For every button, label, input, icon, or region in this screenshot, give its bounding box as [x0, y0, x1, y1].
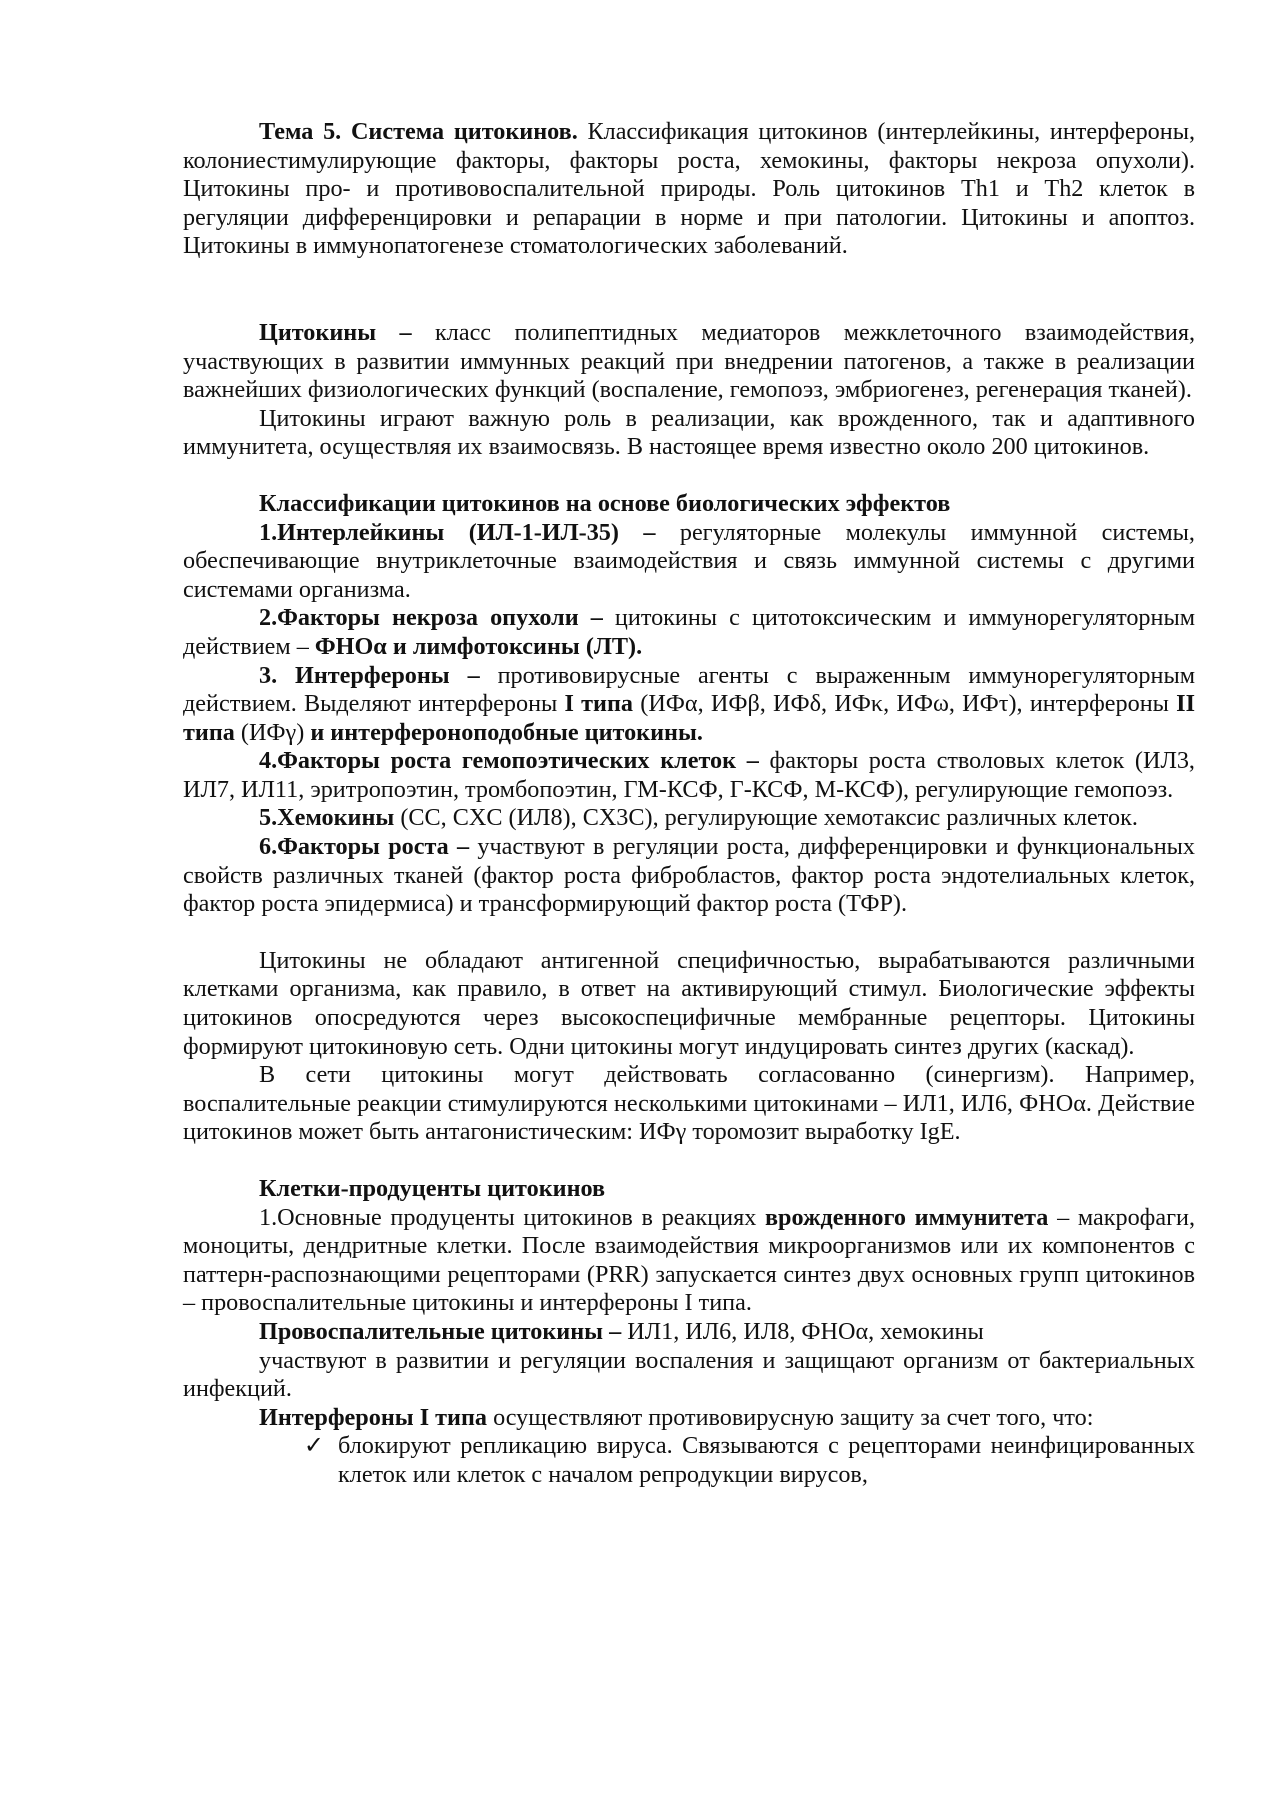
topic-title: Тема 5. Система цитокинов.	[259, 118, 578, 145]
class-item-growth-factors: 6.Факторы роста – участвуют в регуляции роста, дифференцировки и функциональных свойств различных тканей (фактор роста фибробластов, фактор роста эндотелиальных клеток, фактор роста эпидермиса) и трансформирующий фактор роста (ТФР).	[183, 833, 1195, 918]
specificity-paragraph: Цитокины не обладают антигенной специфичностью, вырабатываются различными клетками организма, как правило, в ответ на активирующий стимул. Биологические эффекты цитокинов опосредуются через высокоспецифичные мембранные рецепторы. Цитокины формируют цитокиновую сеть. Одни цитокины могут индуцировать синтез других (каскад).	[183, 946, 1195, 1060]
topic-paragraph	[183, 118, 1195, 261]
list-item: ✓ блокируют репликацию вируса. Связываются с рецепторами неинфицированных клеток или клеток с началом репродукции вирусов,	[303, 1432, 1195, 1488]
spacer	[183, 261, 1195, 319]
checkmark-icon: ✓	[303, 1432, 325, 1460]
definition-text: класс полипептидных медиаторов межклеточного взаимодействия, участвующих в развитии иммунных реакций при внедрении патогенов, а также в реализации важнейших физиологических функций (воспаление, гемопоэз, эмбриогенез, регенерация тканей).	[183, 318, 1195, 404]
topic-text: Классификация цитокинов (интерлейкины, интерфероны, колониестимулирующие факторы, факторы роста, хемокины, факторы некроза опухоли). Цитокины про- и противовоспалительной природы. Роль цитокинов Th1 и Th2 клеток в регуляции дифференцировки и репарации в норме и при патологии. Цитокины и апоптоз. Цитокины в иммунопатогенезе стоматологических заболеваний.	[183, 118, 1195, 260]
proinflammatory-continuation: участвуют в развитии и регуляции воспаления и защищают организм от бактериальных инфекций.	[183, 1346, 1195, 1403]
class-item-interferons: 3. Интерфероны – противовирусные агенты с выраженным иммунорегуляторным действием. Выделяют интерфероны I типа (ИФα, ИФβ, ИФδ, ИФκ, ИФω, ИФτ), интерфероны II типа (ИФγ) и интерфероноподобные цитокины.	[183, 661, 1196, 746]
spacer	[183, 919, 1195, 947]
producers-paragraph: 1.Основные продуценты цитокинов в реакциях врожденного иммунитета – макрофаги, моноциты, дендритные клетки. После взаимодействия микроорганизмов или их компонентов с паттерн-распознающими рецепторами (PRR) запускается синтез двух основных групп цитокинов – провоспалительные цитокины и интерфероны I типа.	[183, 1203, 1195, 1317]
class-item-tnf: 2.Факторы некроза опухоли – цитокины с цитотоксическим и иммунорегуляторным действием – ФНОα и лимфотоксины (ЛТ).	[183, 604, 1196, 660]
network-paragraph: В сети цитокины могут действовать согласованно (синергизм). Например, воспалительные реакции стимулируются несколькими цитокинами – ИЛ1, ИЛ6, ФНОα. Действие цитокинов может быть антагонистическим: ИФγ торомозит выработку IgE.	[183, 1061, 1195, 1146]
proinflammatory-line: Провоспалительные цитокины – ИЛ1, ИЛ6, ИЛ8, ФНОα, хемокины	[259, 1317, 984, 1345]
class-item-interleukins: 1.Интерлейкины (ИЛ-1-ИЛ-35) – регуляторные молекулы иммунной системы, обеспечивающие внутриклеточные взаимодействия и связь иммунной системы с другими системами организма.	[183, 518, 1195, 603]
interferons-type1-line: Интерфероны I типа осуществляют противовирусную защиту за счет того, что:	[259, 1403, 1094, 1431]
interferon-effects-list	[183, 1432, 1195, 1489]
document-page	[183, 118, 1195, 1490]
role-paragraph: Цитокины играют важную роль в реализации, как врожденного, так и адаптивного иммунитета, осуществляя их взаимосвязь. В настоящее время известно около 200 цитокинов.	[183, 404, 1195, 461]
producers-heading: Клетки-продуценты цитокинов	[259, 1175, 606, 1202]
spacer	[183, 1147, 1195, 1175]
definition-term: Цитокины –	[259, 318, 412, 346]
class-item-chemokines: 5.Хемокины (CC, CXC (ИЛ8), CX3C), регулирующие хемотаксис различных клеток.	[259, 804, 1138, 832]
class-item-hematopoietic: 4.Факторы роста гемопоэтических клеток – факторы роста стволовых клеток (ИЛ3, ИЛ7, ИЛ11, эритропоэтин, тромбопоэтин, ГМ-КСФ, Г-КСФ, М-КСФ), регулирующие гемопоэз.	[183, 747, 1195, 803]
spacer	[183, 462, 1195, 490]
classification-heading: Классификации цитокинов на основе биологических эффектов	[259, 489, 951, 517]
definition-paragraph	[183, 319, 1195, 405]
